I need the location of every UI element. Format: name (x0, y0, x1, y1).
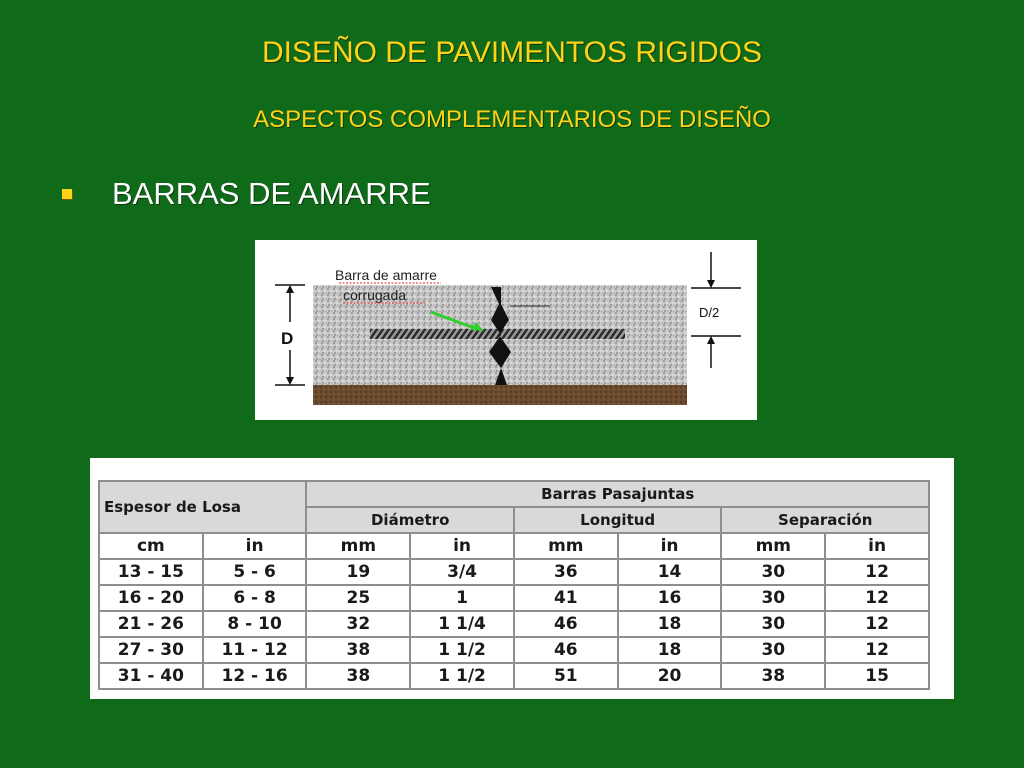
unit-cell: mm (721, 533, 825, 559)
unit-cell: in (825, 533, 929, 559)
table-cell: 46 (514, 611, 618, 637)
table-cell: 6 - 8 (203, 585, 307, 611)
table-cell: 30 (721, 559, 825, 585)
tie-bar-diagram-svg (255, 240, 757, 420)
depth-label: D (281, 329, 294, 348)
table-row (99, 559, 929, 585)
table-cell: 30 (721, 585, 825, 611)
table-cell: 31 - 40 (99, 663, 203, 689)
table-cell: 38 (306, 637, 410, 663)
table-cell: 1 1/2 (410, 637, 514, 663)
table-row (99, 637, 929, 663)
table-cell: 1 1/2 (410, 663, 514, 689)
table-cell: 18 (618, 611, 722, 637)
bar-label-line2: corrugada (343, 287, 407, 303)
table-cell: 13 - 15 (99, 559, 203, 585)
table-cell: 51 (514, 663, 618, 689)
slide-title: DISEÑO DE PAVIMENTOS RIGIDOS (261, 36, 763, 69)
table-cell: 41 (514, 585, 618, 611)
table-cell: 15 (825, 663, 929, 689)
table-cell: 14 (618, 559, 722, 585)
table-cell: 30 (721, 611, 825, 637)
table-cell: 12 (825, 585, 929, 611)
dowel-bar-table (98, 480, 930, 690)
bullet-item (62, 176, 431, 212)
units-row (99, 533, 929, 559)
spacing-header: Separación (721, 507, 929, 533)
table-cell: 11 - 12 (203, 637, 307, 663)
slide-subtitle: ASPECTOS COMPLEMENTARIOS DE DISEÑO (253, 106, 771, 133)
table-cell: 27 - 30 (99, 637, 203, 663)
half-depth-label: D/2 (699, 305, 720, 320)
length-header: Longitud (514, 507, 721, 533)
unit-cell: mm (306, 533, 410, 559)
subgrade-layer (313, 385, 687, 405)
table-cell: 12 - 16 (203, 663, 307, 689)
bullet-text: BARRAS DE AMARRE (112, 176, 431, 211)
unit-cell: mm (514, 533, 618, 559)
table-cell: 1 (410, 585, 514, 611)
table-cell: 12 (825, 637, 929, 663)
table-cell: 19 (306, 559, 410, 585)
table-cell: 8 - 10 (203, 611, 307, 637)
table-cell: 32 (306, 611, 410, 637)
table-cell: 21 - 26 (99, 611, 203, 637)
tie-bar (370, 329, 625, 339)
square-bullet-icon (62, 189, 72, 199)
table-cell: 16 - 20 (99, 585, 203, 611)
dowel-bars-header: Barras Pasajuntas (306, 481, 929, 507)
unit-cell: cm (99, 533, 203, 559)
unit-cell: in (618, 533, 722, 559)
table-cell: 30 (721, 637, 825, 663)
table-cell: 12 (825, 611, 929, 637)
table-cell: 36 (514, 559, 618, 585)
table-cell: 12 (825, 559, 929, 585)
unit-cell: in (410, 533, 514, 559)
table-cell: 25 (306, 585, 410, 611)
slab-thickness-header: Espesor de Losa (99, 481, 306, 533)
tie-bar-diagram (255, 240, 757, 420)
table-row (99, 663, 929, 689)
table-cell: 38 (306, 663, 410, 689)
table-row (99, 611, 929, 637)
diameter-header: Diámetro (306, 507, 513, 533)
table-cell: 38 (721, 663, 825, 689)
table-cell: 16 (618, 585, 722, 611)
table-cell: 1 1/4 (410, 611, 514, 637)
unit-cell: in (203, 533, 307, 559)
table-row (99, 585, 929, 611)
table-cell: 18 (618, 637, 722, 663)
table-cell: 20 (618, 663, 722, 689)
table-cell: 3/4 (410, 559, 514, 585)
table-cell: 46 (514, 637, 618, 663)
table-cell: 5 - 6 (203, 559, 307, 585)
bar-label-line1: Barra de amarre (335, 267, 437, 283)
dowel-bar-table-panel (90, 458, 954, 699)
